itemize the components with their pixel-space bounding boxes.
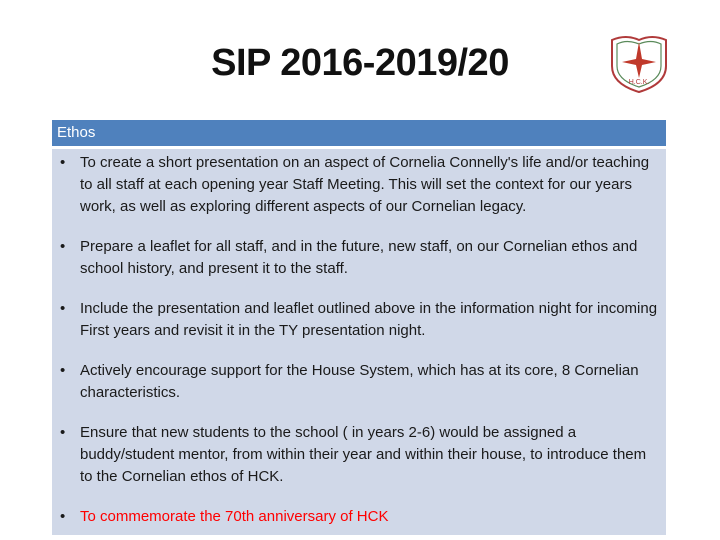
bullet-icon: •	[60, 424, 66, 441]
list-item-text: To create a short presentation on an aspect of Cornelia Connelly's life and/or teaching to all staff at each opening year Staff Meeting. This will set the context for our years work, as well as exploring different aspects of our Cornelian legacy.	[80, 154, 650, 215]
table-body	[52, 149, 666, 535]
crest-text: H.C.K.	[628, 79, 650, 86]
list-item	[58, 298, 658, 342]
bullet-icon: •	[60, 238, 66, 255]
list-item-text: Prepare a leaflet for all staff, and in the future, new staff, on our Cornelian ethos and school history, and present it to the staff.	[80, 238, 638, 277]
list-item-highlight	[58, 506, 658, 528]
school-crest-icon	[604, 26, 674, 96]
list-item	[58, 236, 658, 280]
list-item-text: Include the presentation and leaflet outlined above in the information night for incoming First years and revisit it in the TY presentation night.	[80, 300, 658, 339]
bullet-icon: •	[60, 300, 66, 317]
table-header: Ethos	[52, 120, 666, 149]
list-item-text: Actively encourage support for the House System, which has at its core, 8 Cornelian characteristics.	[80, 362, 639, 401]
ethos-table	[52, 120, 666, 535]
list-item-text: Ensure that new students to the school ( in years 2-6) would be assigned a buddy/student mentor, from within their year and within their house, to introduce them to the Cornelian ethos of HCK.	[80, 424, 647, 485]
list-item	[58, 360, 658, 404]
bullet-icon: •	[60, 362, 66, 379]
list-item	[58, 422, 658, 488]
list-item-text: To commemorate the 70th anniversary of HCK	[80, 508, 389, 525]
bullet-icon: •	[60, 154, 66, 171]
slide-title: SIP 2016-2019/20	[211, 42, 509, 84]
bullet-icon: •	[60, 508, 66, 525]
list-item	[58, 152, 658, 218]
